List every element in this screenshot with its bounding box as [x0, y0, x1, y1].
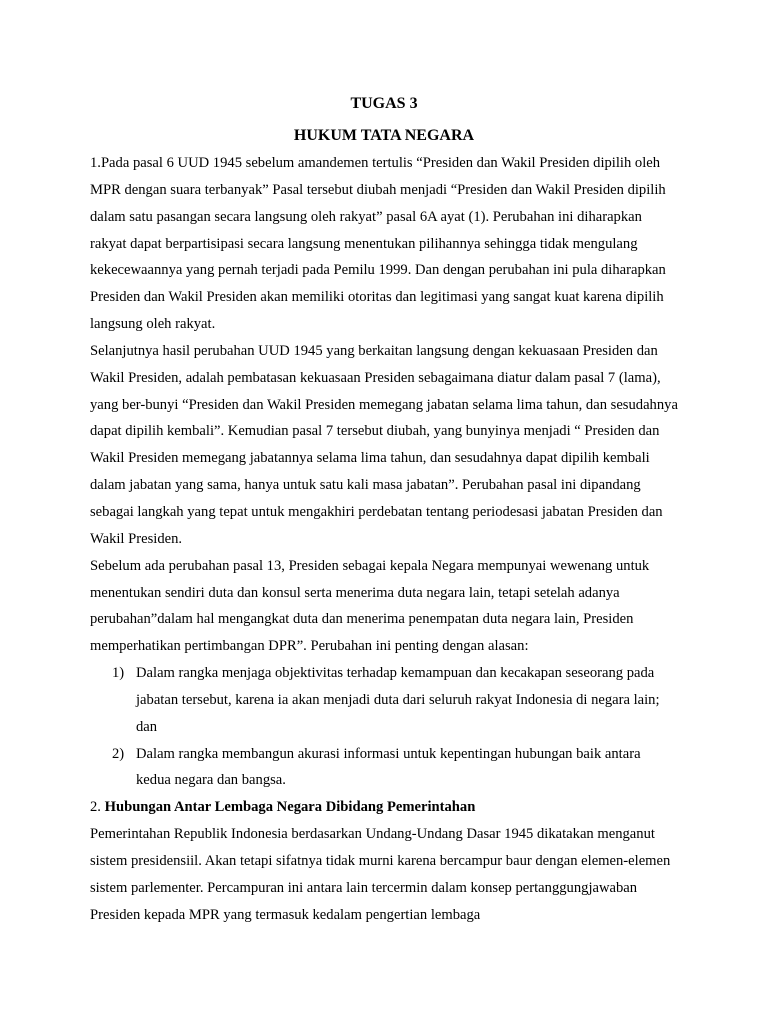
section-2-number: 2. — [90, 799, 101, 816]
reason-number-2: 2) — [112, 745, 125, 762]
section-2-heading: Hubungan Antar Lembaga Negara Dibidang Pemerintahan — [104, 799, 476, 816]
reasons-list — [90, 660, 678, 794]
paragraph-3: Sebelum ada perubahan pasal 13, Presiden sebagai kepala Negara mempunyai wewenang untuk menentukan sendiri duta dan konsul serta menerima duta negara lain, tetapi setelah adanya perubahan”dalam hal mengangkat duta dan menerima penempatan duta negara lain, Presiden memperhatikan pertimbangan DPR”. Perubahan ini penting dengan alasan: — [90, 557, 650, 655]
document-subtitle: HUKUM TATA NEGARA — [293, 127, 475, 144]
paragraph-1: 1.Pada pasal 6 UUD 1945 sebelum amandemen tertulis “Presiden dan Wakil Presiden dipilih oleh MPR dengan suara terbanyak” Pasal tersebut diubah menjadi “Presiden dan Wakil Presiden dipilih dalam satu pasangan secara langsung oleh rakyat” pasal 6A ayat (1). Perubahan ini diharapkan rakyat dapat berpartisipasi secara langsung menentukan pilihannya sehingga tidak mengulang kekecewaannya yang pernah terjadi pada Pemilu 1999. Dan dengan perubahan ini pula diharapkan Presiden dan Wakil Presiden akan memiliki otoritas dan legitimasi yang sangat kuat karena dipilih langsung oleh rakyat. — [90, 155, 666, 333]
paragraph-2: Selanjutnya hasil perubahan UUD 1945 yang berkaitan langsung dengan kekuasaan Presiden dan Wakil Presiden, adalah pembatasan kekuasaan Presiden sebagaimana diatur dalam pasal 7 (lama), yang ber-bunyi “Presiden dan Wakil Presiden memegang jabatan selama lima tahun, dan sesudahnya dapat dipilih kembali”. Kemudian pasal 7 tersebut diubah, yang bunyinya menjadi “ Presiden dan Wakil Presiden memegang jabatannya selama lima tahun, dan sesudahnya dapat dipilih kembali dalam jabatan yang sama, hanya untuk satu kali masa jabatan”. Perubahan pasal ini dipandang sebagai langkah yang tepat untuk mengakhiri perdebatan tentang periodesasi jabatan Presiden dan Wakil Presiden. — [90, 342, 678, 547]
document-content — [90, 90, 678, 928]
reason-number-1: 1) — [112, 665, 125, 682]
reason-item-2 — [90, 741, 678, 795]
reason-text-1: Dalam rangka menjaga objektivitas terhadap kemampuan dan kecakapan seseorang pada jabatan tersebut, karena ia akan menjadi duta dari seluruh rakyat Indonesia di negara lain; dan — [136, 665, 660, 735]
section-2-body: Pemerintahan Republik Indonesia berdasarkan Undang-Undang Dasar 1945 dikatakan menganut sistem presidensiil. Akan tetapi sifatnya tidak murni karena bercampur baur dengan elemen-elemen sistem parlementer. Percampuran ini antara lain tercermin dalam konsep pertanggungjawaban Presiden kepada MPR yang termasuk kedalam pengertian lembaga — [90, 826, 671, 923]
section-2-heading-line — [90, 794, 678, 821]
reason-text-2: Dalam rangka membangun akurasi informasi untuk kepentingan hubungan baik antara kedua negara dan bangsa. — [136, 745, 641, 789]
document-title: TUGAS 3 — [350, 95, 418, 112]
reason-item-1 — [90, 660, 678, 741]
